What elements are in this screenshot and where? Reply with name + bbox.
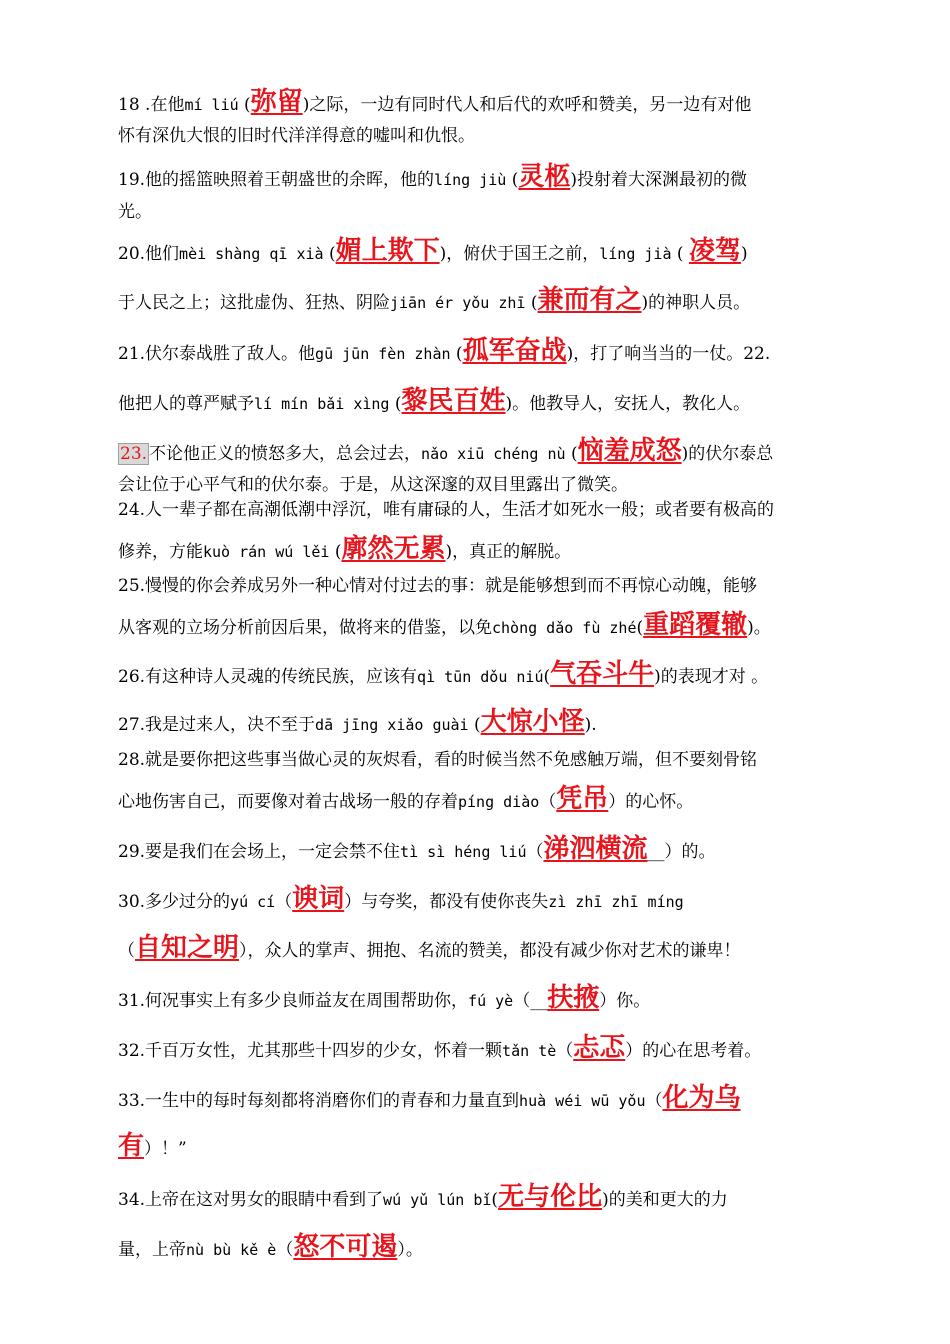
answer-26: 气吞斗牛	[550, 659, 655, 689]
item-25-line1: 25.慢慢的你会养成另外一种心情对付过去的事：就是能够想到而不再惊心动魄，能够	[118, 576, 758, 596]
item-20-line1: 20.他们mèi shàng qī xià (媚上欺下)，俯伏于国王之前，líng jià ( 凌驾)	[118, 236, 748, 266]
item-34-line2: 量，上帝nù bù kě è（怒不可遏）。	[118, 1232, 423, 1262]
item-33-line2: 有）！”	[118, 1131, 187, 1161]
item-22-line: 他把人的尊严赋予lí mín bǎi xìng (黎民百姓)。他教导人，安抚人，教化人。	[118, 386, 751, 416]
item-18-line1: 18 .在他mí liú (弥留)之际，一边有同时代人和后代的欢呼和赞美，另一边有对他	[118, 87, 752, 117]
item-24-line1: 24.人一辈子都在高潮低潮中浮沉，唯有庸碌的人，生活才如死水一般；或者要有极高的	[118, 500, 775, 520]
answer-20c: 兼而有之	[537, 285, 642, 315]
answer-28: 凭吊	[556, 784, 609, 814]
answer-33b: 有	[118, 1131, 145, 1161]
item-19-line2: 光。	[118, 202, 152, 222]
answer-31: 扶掖	[547, 983, 600, 1013]
answer-33a: 化为乌	[662, 1083, 741, 1113]
item-32-line: 32.千百万女性，尤其那些十四岁的少女，怀着一颗tǎn tè（忐忑）的心在思考着。	[118, 1033, 762, 1063]
answer-23: 恼羞成怒	[577, 436, 682, 466]
item-24-line2: 修养，方能kuò rán wú lěi (廓然无累)，真正的解脱。	[118, 534, 572, 564]
item-31-line: 31.何况事实上有多少良师益友在周围帮助你，fú yè（__扶掖）你。	[118, 983, 651, 1013]
item-29-line: 29.要是我们在会场上，一定会禁不住tì sì héng liú（涕泗横流__）的。	[118, 834, 716, 864]
item-21-line1: 21.伏尔泰战胜了敌人。他gū jūn fèn zhàn (孤军奋战)，打了响当当的一仗。22.	[118, 336, 771, 366]
item-33-line1: 33.一生中的每时每刻都将消磨你们的青春和力量直到huà wéi wū yǒu（化为乌	[118, 1083, 741, 1113]
answer-29: 涕泗横流	[543, 834, 648, 864]
item-26-line: 26.有这种诗人灵魂的传统民族，应该有qì tūn dǒu niú(气吞斗牛)的表现才对 。	[118, 659, 769, 689]
answer-20a: 媚上欺下	[335, 236, 440, 266]
answer-30b: 自知之明	[135, 933, 240, 963]
item-30-line2: （自知之明），众人的掌声、拥抱、名流的赞美，都没有减少你对艺术的谦卑！	[118, 933, 741, 963]
item-18-line2: 怀有深仇大恨的旧时代洋洋得意的嘘叫和仇恨。	[118, 126, 475, 146]
answer-19: 灵柩	[518, 162, 571, 192]
answer-20b: 凌驾	[688, 236, 741, 266]
answer-24: 廓然无累	[341, 534, 446, 564]
item-34-line1: 34.上帝在这对男女的眼睛中看到了wú yǔ lún bǐ(无与伦比)的美和更大的力	[118, 1182, 728, 1212]
item-23-line2: 会让位于心平气和的伏尔泰。于是，从这深邃的双目里露出了微笑。	[118, 475, 628, 495]
item-20-line2: 于人民之上；这批虚伪、狂热、阴险jiān ér yǒu zhī (兼而有之)的神职人员。	[118, 285, 751, 315]
item-28-line1: 28.就是要你把这些事当做心灵的灰烬看，看的时候当然不免感触万端，但不要刻骨铭	[118, 750, 758, 770]
item-23-line1: 23. 不论他正义的愤怒多大，总会过去，nǎo xiū chéng nù (恼羞成怒)的伏尔泰总	[120, 436, 774, 466]
answer-21: 孤军奋战	[462, 336, 567, 366]
answer-30a: 谀词	[292, 884, 345, 914]
item-23-number: 23.	[120, 444, 148, 464]
item-27-line: 27.我是过来人，决不至于dā jīng xiǎo guài (大惊小怪).	[118, 707, 597, 737]
item-30-line1: 30.多少过分的yú cí（谀词）与夸奖，都没有使你丧失zì zhī zhī míng	[118, 884, 684, 914]
answer-27: 大惊小怪	[480, 707, 585, 737]
item-25-line2: 从客观的立场分析前因后果，做将来的借鉴，以免chòng dǎo fù zhé(重蹈覆辙)。	[118, 610, 771, 640]
item-19-line1: 19.他的摇篮映照着王朝盛世的余晖，他的líng jiù (灵柩)投射着大深渊最初的微	[118, 162, 747, 192]
item-28-line2: 心地伤害自己，而要像对着古战场一般的存着píng diào（凭吊）的心怀。	[118, 784, 694, 814]
answer-22: 黎民百姓	[401, 386, 506, 416]
answer-18: 弥留	[250, 87, 303, 117]
answer-32: 忐忑	[573, 1033, 626, 1063]
answer-34b: 怒不可遏	[293, 1232, 398, 1262]
answer-25: 重蹈覆辙	[643, 610, 748, 640]
answer-34a: 无与伦比	[498, 1182, 603, 1212]
